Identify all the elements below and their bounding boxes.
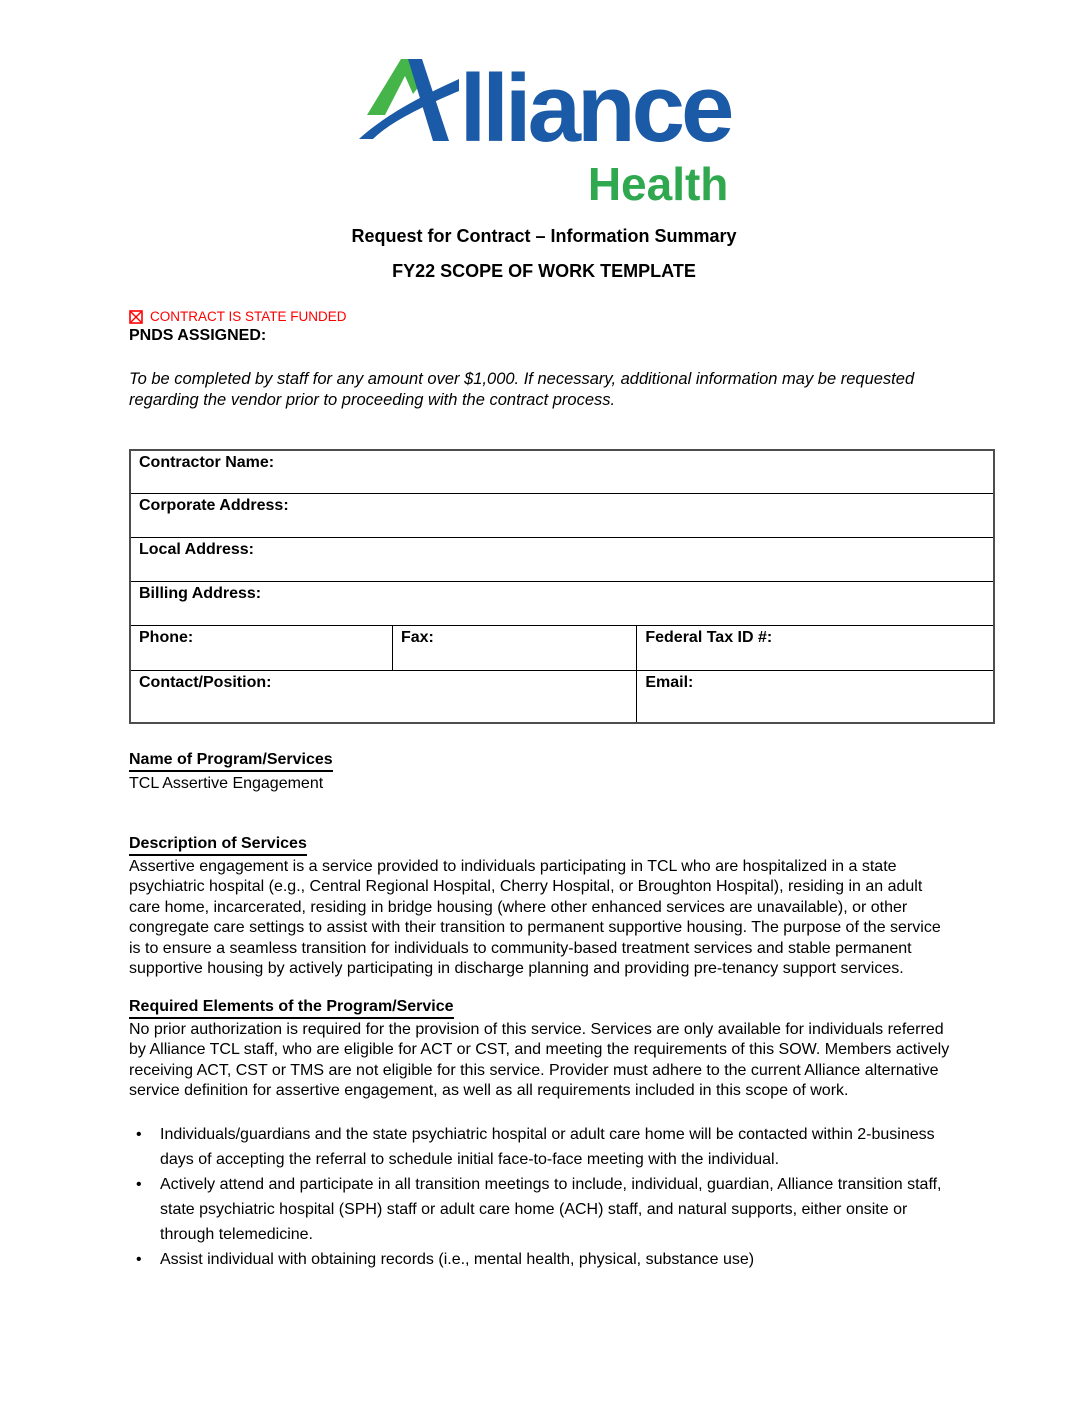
contact-position-field[interactable] — [130, 671, 637, 723]
required-elements-heading-row — [129, 996, 995, 1019]
alliance-logo-a-icon — [358, 55, 460, 141]
local-address-label: Local Address: — [139, 541, 254, 559]
contractor-info-table — [129, 449, 995, 724]
alliance-health-logo — [358, 55, 731, 210]
phone-label: Phone: — [139, 629, 194, 647]
required-elements-body: No prior authorization is required for the provision of this service. Services are only available for individuals referred by Alliance TCL staff, who are eligible for ACT or CST, and meeting the requirements of this SOW. Members actively receiving ACT, CST or TMS are not eligible for this service. Provider must adhere to the current Alliance alternative service definition for assertive engagement, as well as all requirements included in this scope of work. — [129, 1020, 950, 1100]
email-field[interactable] — [637, 671, 994, 723]
federal-tax-id-field[interactable] — [637, 626, 994, 671]
email-label: Email: — [645, 674, 694, 692]
state-funded-row — [129, 309, 995, 325]
corporate-address-field[interactable] — [130, 494, 994, 538]
intro-note: To be completed by staff for any amount over $1,000. If necessary, additional information may be requested regarding the vendor prior to proceeding with the contract process. — [129, 369, 915, 409]
program-name-value: TCL Assertive Engagement — [129, 774, 324, 792]
program-section-heading-row — [129, 749, 995, 772]
program-section-heading: Name of Program/Services — [129, 749, 333, 772]
description-body: Assertive engagement is a service provided to individuals participating in TCL who are hospitalized in a state psychiatric hospital (e.g., Central Regional Hospital, Cherry Hospital, or Broughton Hospital), residing in an adult care home, incarcerated, residing in bridge housing (where other enhanced services are unavailable), or other congregate care settings to assist with their transition to permanent supportive housing. The purpose of the service is to ensure a seamless transition for individuals to community-based treatment services and stable permanent supportive housing by actively participating in discharge planning and providing pre-tenancy support services. — [129, 857, 941, 978]
logo-band — [0, 55, 1088, 210]
phone-field[interactable] — [130, 626, 392, 671]
billing-address-label: Billing Address: — [139, 585, 262, 603]
fax-label: Fax: — [400, 629, 434, 647]
contact-position-label: Contact/Position: — [139, 674, 272, 692]
local-address-field[interactable] — [130, 538, 994, 582]
fax-field[interactable] — [392, 626, 636, 671]
required-elements-bullet-list — [129, 1122, 953, 1272]
billing-address-field[interactable] — [130, 582, 994, 626]
required-elements-heading: Required Elements of the Program/Service — [129, 996, 454, 1019]
state-funded-checkbox[interactable] — [129, 310, 143, 324]
bullet-item: • Actively attend and participate in all transition meetings to include, individual, guardian, Alliance transition staff, state psychiatric hospital (SPH) staff or adult care home (ACH) staff, and natural supports, either onsite or through telemedicine. — [129, 1172, 953, 1247]
pnds-assigned-label: PNDS ASSIGNED — [129, 326, 261, 344]
document-title: Request for Contract – Information Summary — [351, 225, 737, 246]
contractor-name-label: Contractor Name: — [139, 453, 275, 471]
document-subtitle: FY22 SCOPE OF WORK TEMPLATE — [392, 260, 696, 281]
corporate-address-label: Corporate Address: — [139, 497, 289, 515]
pnds-assigned-line — [129, 326, 995, 345]
federal-tax-id-label: Federal Tax ID #: — [645, 629, 773, 647]
logo-subname-text: Health — [587, 158, 729, 210]
description-section-heading-row — [129, 833, 995, 856]
bullet-item: • Assist individual with obtaining records (i.e., mental health, physical, substance use) — [129, 1247, 953, 1272]
pnds-colon: : — [260, 326, 267, 344]
description-section-heading: Description of Services — [129, 833, 307, 856]
contractor-name-field[interactable] — [130, 450, 994, 494]
logo-wordmark-text: lliance — [459, 55, 731, 162]
state-funded-label: CONTRACT IS STATE FUNDED — [150, 308, 347, 324]
bullet-item: • Individuals/guardians and the state psychiatric hospital or adult care home will be contacted within 2-business days of accepting the referral to schedule initial face-to-face meeting with the individual. — [129, 1122, 953, 1172]
logo-wordmark-row — [358, 55, 731, 162]
